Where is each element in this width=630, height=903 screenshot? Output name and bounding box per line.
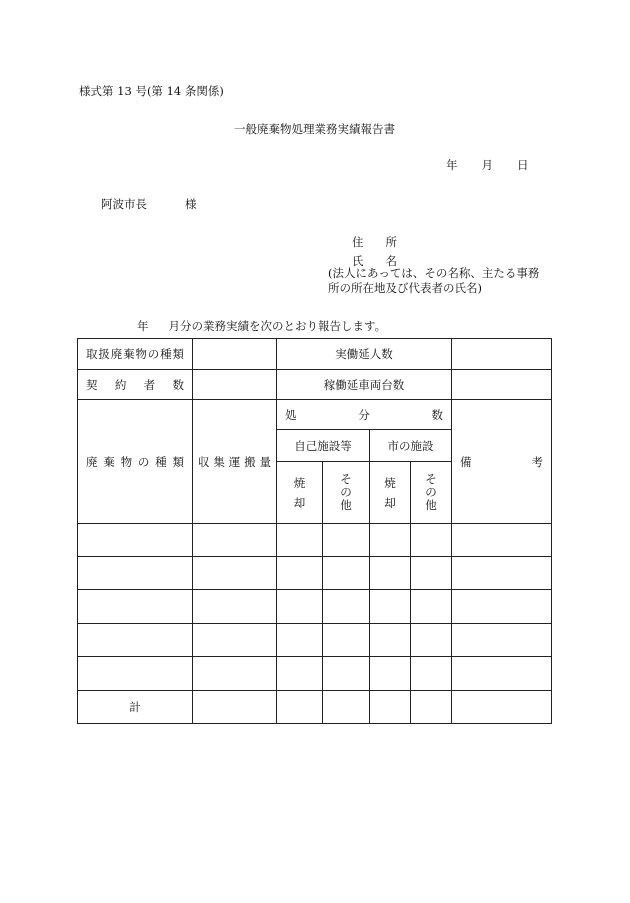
contractors-value[interactable] [193, 370, 277, 400]
total-row [78, 691, 552, 724]
sender-note: (法人にあっては、その名称、主たる事務所の所在地及び代表者の氏名) [328, 266, 540, 295]
vehicles-label: 稼働延車両台数 [277, 370, 452, 400]
addressee-name: 阿波市長 [101, 197, 147, 211]
vehicles-value[interactable] [452, 370, 552, 400]
report-month-text: 月分の業務実績を次のとおり報告します。 [168, 319, 387, 333]
contractors-label: 契 約 者 数 [78, 370, 193, 400]
table-row [78, 657, 552, 691]
collection-amount-header: 収 集 運 搬 量 [193, 400, 277, 524]
date-month: 月 [481, 158, 493, 172]
table-row [78, 339, 552, 370]
city-facility-header: 市の施設 [370, 430, 452, 462]
city-incineration-header: 焼 却 [370, 462, 411, 524]
report-year: 年 [137, 319, 149, 333]
waste-kind-header: 廃 棄 物 の 種 類 [78, 400, 193, 524]
date-day: 日 [517, 158, 529, 172]
workers-value[interactable] [452, 339, 552, 370]
table-row [78, 590, 552, 624]
form-number: 様式第 13 号(第 14 条関係) [79, 84, 224, 98]
table-row [78, 557, 552, 590]
remarks-header: 備 考 [452, 400, 552, 524]
waste-type-label: 取扱廃棄物の種類 [78, 339, 193, 370]
report-statement [137, 318, 386, 334]
own-facility-header: 自己施設等 [277, 430, 370, 462]
waste-type-value[interactable] [193, 339, 277, 370]
date-line [446, 157, 529, 173]
document-title: 一般廃棄物処理業務実績報告書 [234, 122, 395, 136]
table-row [78, 400, 552, 430]
addressee-suffix: 様 [185, 197, 197, 211]
sender-name-label: 氏 名 [352, 254, 397, 268]
disposal-header: 処 分 数 [277, 400, 452, 430]
total-label: 計 [78, 691, 193, 724]
sender-address-label: 住 所 [352, 235, 397, 249]
table-row [78, 370, 552, 400]
own-other-header: そ の 他 [323, 462, 370, 524]
city-other-header: そ の 他 [411, 462, 452, 524]
table-row [78, 524, 552, 557]
report-table [77, 338, 552, 724]
table-row [78, 624, 552, 657]
date-year: 年 [446, 158, 458, 172]
workers-label: 実働延人数 [277, 339, 452, 370]
addressee [101, 196, 197, 212]
own-incineration-header: 焼 却 [277, 462, 323, 524]
